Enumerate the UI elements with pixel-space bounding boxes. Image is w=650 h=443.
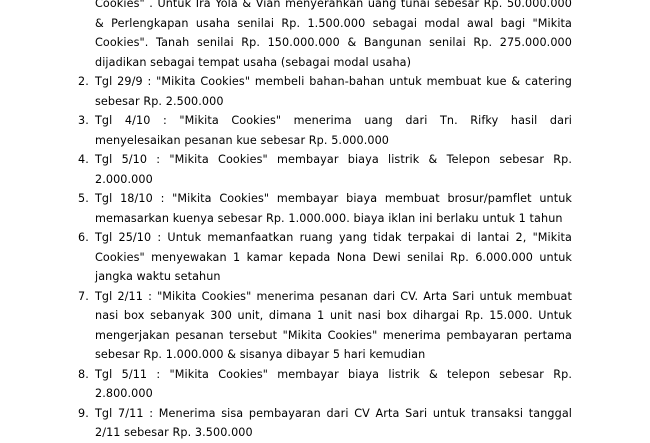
document-line	[0, 306, 650, 326]
line-text: dijadikan sebagai tempat usaha (sebagai modal usaha)	[95, 55, 412, 69]
document-line	[0, 53, 650, 73]
line-text: Cookies" menyewakan 1 kamar kepada Nona Dewi senilai Rp. 6.000.000 untuk	[95, 250, 572, 264]
document-line	[0, 33, 650, 53]
line-text: sebesar Rp. 2.500.000	[95, 94, 224, 108]
line-text: Cookies" . Untuk Ira Yola & Vian menyerahkan uang tunai sebesar Rp. 50.000.000	[95, 0, 572, 10]
document-line	[0, 384, 650, 404]
document-line	[0, 170, 650, 190]
line-text: Tgl 7/11 : Menerima sisa pembayaran dari CV Arta Sari untuk transaksi tanggal	[95, 406, 572, 420]
document-line	[0, 14, 650, 34]
line-text: 2.000.000	[95, 172, 153, 186]
document-line	[0, 248, 650, 268]
document-line	[0, 345, 650, 365]
line-text: Tgl 4/10 : "Mikita Cookies" menerima uang dari Tn. Rifky hasil dari	[95, 114, 572, 127]
document-line	[0, 150, 650, 170]
line-text: mengerjakan pesanan tersebut "Mikita Cookies" menerima pembayaran pertama	[95, 328, 572, 342]
line-text: 2.800.000	[95, 387, 153, 400]
item-number: 2.	[78, 75, 89, 88]
line-text: sebesar Rp. 1.000.000 & sisanya dibayar 5 hari kemudian	[95, 348, 426, 361]
line-text: menyelesaikan pesanan kue sebesar Rp. 5.000.000	[95, 133, 390, 147]
document-line	[0, 72, 650, 92]
line-text: & Perlengkapan usaha senilai Rp. 1.500.000 sebagai modal awal bagi "Mikita	[95, 16, 572, 30]
document-line	[0, 111, 650, 131]
document-line	[0, 92, 650, 112]
item-number: 6.	[78, 231, 89, 244]
line-text: 2/11 sebesar Rp. 3.500.000	[95, 426, 253, 439]
document-line	[0, 0, 650, 14]
document-line	[0, 404, 650, 424]
document-line	[0, 189, 650, 209]
document-line	[0, 131, 650, 151]
document-line	[0, 423, 650, 443]
document-line	[0, 287, 650, 307]
line-text: Cookies". Tanah senilai Rp. 150.000.000 & Bangunan senilai Rp. 275.000.000	[95, 36, 572, 49]
document-line	[0, 267, 650, 287]
item-number: 4.	[78, 153, 89, 166]
document-line	[0, 228, 650, 248]
line-text: Tgl 5/11 : "Mikita Cookies" membayar biaya listrik & telepon sebesar Rp.	[95, 367, 572, 381]
item-number: 5.	[78, 192, 89, 205]
line-text: Tgl 2/11 : "Mikita Cookies" menerima pesanan dari CV. Arta Sari untuk membuat	[95, 289, 572, 303]
item-number: 7.	[78, 289, 89, 303]
line-text: Tgl 5/10 : "Mikita Cookies" membayar biaya listrik & Telepon sebesar Rp.	[95, 153, 572, 166]
item-number: 9.	[78, 406, 89, 420]
line-text: Tgl 25/10 : Untuk memanfaatkan ruang yang tidak terpakai di lantai 2, "Mikita	[95, 231, 572, 244]
line-text: Tgl 18/10 : "Mikita Cookies" membayar biaya membuat brosur/pamflet untuk	[95, 192, 572, 205]
document-line	[0, 209, 650, 229]
document-line	[0, 365, 650, 385]
line-text: memasarkan kuenya sebesar Rp. 1.000.000. biaya iklan ini berlaku untuk 1 tahun	[95, 211, 563, 225]
line-text: Tgl 29/9 : "Mikita Cookies" membeli bahan-bahan untuk membuat kue & catering	[95, 75, 572, 88]
document-line	[0, 326, 650, 346]
line-text: nasi box sebanyak 300 unit, dimana 1 unit nasi box dihargai Rp. 15.000. Untuk	[95, 309, 572, 322]
line-text: jangka waktu setahun	[95, 270, 221, 283]
item-number: 3.	[78, 114, 89, 127]
item-number: 8.	[78, 367, 89, 381]
